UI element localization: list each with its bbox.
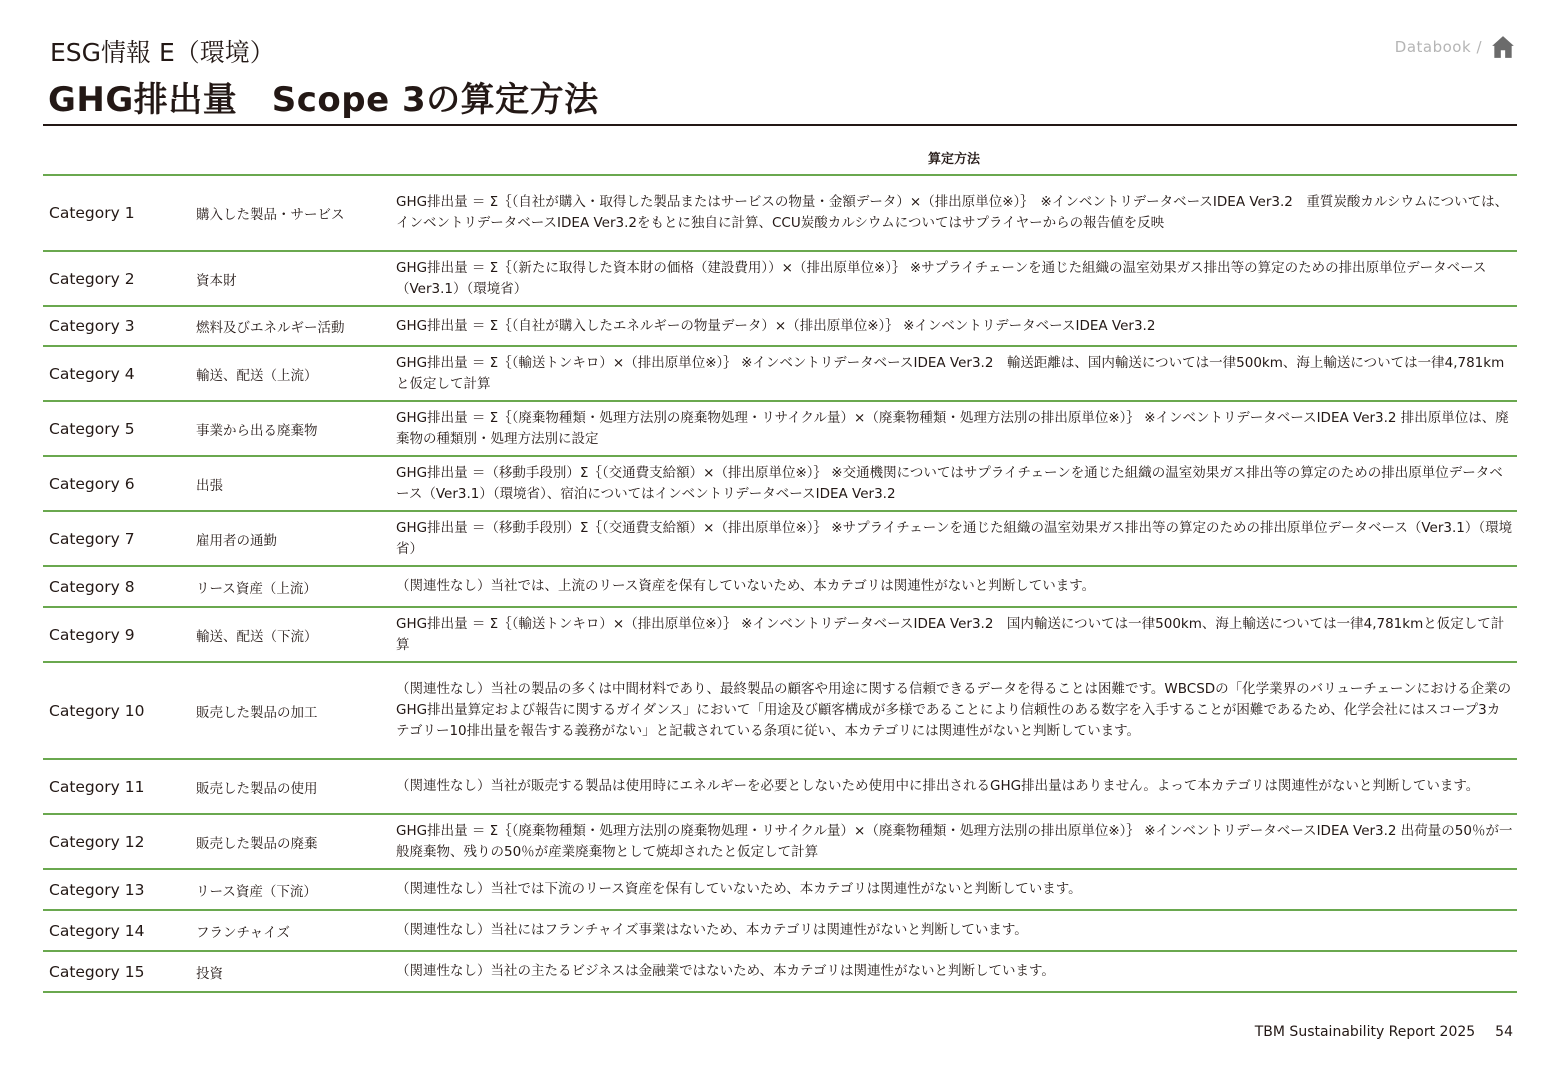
table-row [43,870,1517,911]
table-row [43,176,1517,252]
category-name-cell: 販売した製品の使用 [196,780,318,797]
method-cell: GHG排出量 ＝ Σ｛（新たに取得した資本財の価格（建設費用））×（排出原単位※）｝ ※サプライチェーンを通じた組織の温室効果ガス排出等の算定のための排出原単位データベース（Ver3.1）（環境省） [396,259,1487,297]
category-name-cell: 出張 [196,477,223,494]
category-cell: Category 2 [49,269,135,288]
section-subtitle: ESG情報 E（環境） [50,38,275,67]
method-cell: （関連性なし）当社にはフランチャイズ事業はないため、本カテゴリは関連性がないと判断しています。 [396,922,1028,938]
category-name-cell: 資本財 [196,272,237,289]
category-name-cell: 投資 [196,965,223,982]
table-row [43,608,1517,663]
table-row [43,952,1517,993]
method-cell: （関連性なし）当社では、上流のリース資産を保有していないため、本カテゴリは関連性がないと判断しています。 [396,578,1096,594]
breadcrumb-nav [1395,34,1516,60]
category-name-cell: 輸送、配送（下流） [196,628,318,645]
method-cell: （関連性なし）当社の主たるビジネスは金融業ではないため、本カテゴリは関連性がないと判断しています。 [396,963,1055,979]
table-row [43,760,1517,815]
category-cell: Category 6 [49,474,135,493]
scope3-table [43,140,1517,993]
report-name: TBM Sustainability Report 2025 [1254,1024,1476,1040]
category-cell: Category 8 [49,577,135,596]
method-cell: GHG排出量 ＝ Σ｛（自社が購入・取得した製品またはサービスの物量・金額データ）×（排出原単位※）｝ ※インベントリデータベースIDEA Ver3.2 重質炭酸カルシウムについては、インベントリデータベースIDEA Ver3.2をもとに独自に計算、CCU炭酸カルシウムについてはサプライヤーからの報告値を反映 [396,194,1509,231]
category-cell: Category 14 [49,921,145,940]
page-footer [1255,1024,1513,1040]
table-header [43,140,1517,176]
category-cell: Category 15 [49,962,145,981]
table-row [43,307,1517,347]
category-name-cell: 購入した製品・サービス [196,207,345,223]
category-name-cell: 販売した製品の廃棄 [196,835,318,852]
category-cell: Category 3 [49,317,135,335]
table-row [43,252,1517,307]
method-cell: GHG排出量 ＝ Σ｛（輸送トンキロ）×（排出原単位※）｝ ※インベントリデータベースIDEA Ver3.2 輸送距離は、国内輸送については一律500km、海上輸送については一律4,781kmと仮定して計算 [396,354,1505,392]
method-cell: GHG排出量 ＝（移動手段別）Σ｛（交通費支給額）×（排出原単位※）｝ ※サプライチェーンを通じた組織の温室効果ガス排出等の算定のための排出原単位データベース（Ver3.1）（環境省） [396,519,1513,557]
table-row [43,911,1517,952]
category-name-cell: リース資産（下流） [196,883,317,900]
category-cell: Category 4 [49,364,135,383]
category-cell: Category 10 [49,701,145,720]
category-name-cell: 輸送、配送（上流） [196,367,318,384]
home-icon[interactable] [1490,34,1516,60]
category-name-cell: 燃料及びエネルギー活動 [196,320,345,336]
page-number: 54 [1495,1024,1513,1040]
method-cell: GHG排出量 ＝ Σ｛（自社が購入したエネルギーの物量データ）×（排出原単位※）｝ ※インベントリデータベースIDEA Ver3.2 [396,317,1156,334]
method-cell: GHG排出量 ＝ Σ｛（廃棄物種類・処理方法別の廃棄物処理・リサイクル量）×（廃棄物種類・処理方法別の排出原単位※）｝ ※インベントリデータベースIDEA Ver3.2 出荷量の50％が一般廃棄物、残りの50％が産業廃棄物として焼却されたと仮定して計算 [396,822,1513,860]
column-header-method: 算定方法 [928,152,981,167]
category-cell: Category 13 [49,880,145,899]
databook-link[interactable]: Databook / [1394,38,1482,56]
category-name-cell: 雇用者の通勤 [196,532,277,549]
table-row [43,512,1517,567]
category-name-cell: フランチャイズ [196,924,290,941]
method-cell: （関連性なし）当社の製品の多くは中間材料であり、最終製品の顧客や用途に関する信頼できるデータを得ることは困難です。WBCSDの「化学業界のバリューチェーンにおける企業のGHG排出量算定および報告に関するガイダンス」において「用途及び顧客構成が多様であることにより信頼性のある数字を入手することが困難であるため、化学会社にはスコープ3カテゴリー10排出量を報告する義務がない」と記載されている条項に従い、本カテゴリには関連性がないと判断しています。 [396,681,1512,739]
table-row [43,457,1517,512]
table-row [43,347,1517,402]
method-cell: （関連性なし）当社が販売する製品は使用時にエネルギーを必要としないため使用中に排出されるGHG排出量はありません。よって本カテゴリは関連性がないと判断しています。 [396,778,1480,794]
table-row [43,663,1517,760]
method-cell: GHG排出量 ＝（移動手段別）Σ｛（交通費支給額）×（排出原単位※）｝ ※交通機関についてはサプライチェーンを通じた組織の温室効果ガス排出等の算定のための排出原単位データベース（Ver3.1）（環境省）、宿泊についてはインベントリデータベースIDEA Ver3.2 [396,464,1503,502]
table-body [43,176,1517,993]
category-name-cell: 事業から出る廃棄物 [196,422,318,439]
category-cell: Category 7 [49,529,135,548]
method-cell: GHG排出量 ＝ Σ｛（廃棄物種類・処理方法別の廃棄物処理・リサイクル量）×（廃棄物種類・処理方法別の排出原単位※）｝ ※インベントリデータベースIDEA Ver3.2 排出原単位は、廃棄物の種類別・処理方法別に設定 [396,409,1509,447]
category-cell: Category 11 [49,777,145,796]
category-name-cell: リース資産（上流） [196,580,317,597]
category-cell: Category 12 [49,832,145,851]
table-row [43,815,1517,870]
page-title: GHG排出量 Scope 3の算定方法 [48,80,599,120]
category-name-cell: 販売した製品の加工 [196,704,318,721]
table-row [43,402,1517,457]
category-cell: Category 1 [49,204,135,222]
category-cell: Category 9 [49,625,135,644]
table-row [43,567,1517,608]
method-cell: （関連性なし）当社では下流のリース資産を保有していないため、本カテゴリは関連性がないと判断しています。 [396,881,1082,897]
method-cell: GHG排出量 ＝ Σ｛（輸送トンキロ）×（排出原単位※）｝ ※インベントリデータベースIDEA Ver3.2 国内輸送については一律500km、海上輸送については一律4,781kmと仮定して計算 [396,615,1505,653]
title-divider [43,124,1517,126]
category-cell: Category 5 [49,419,135,438]
